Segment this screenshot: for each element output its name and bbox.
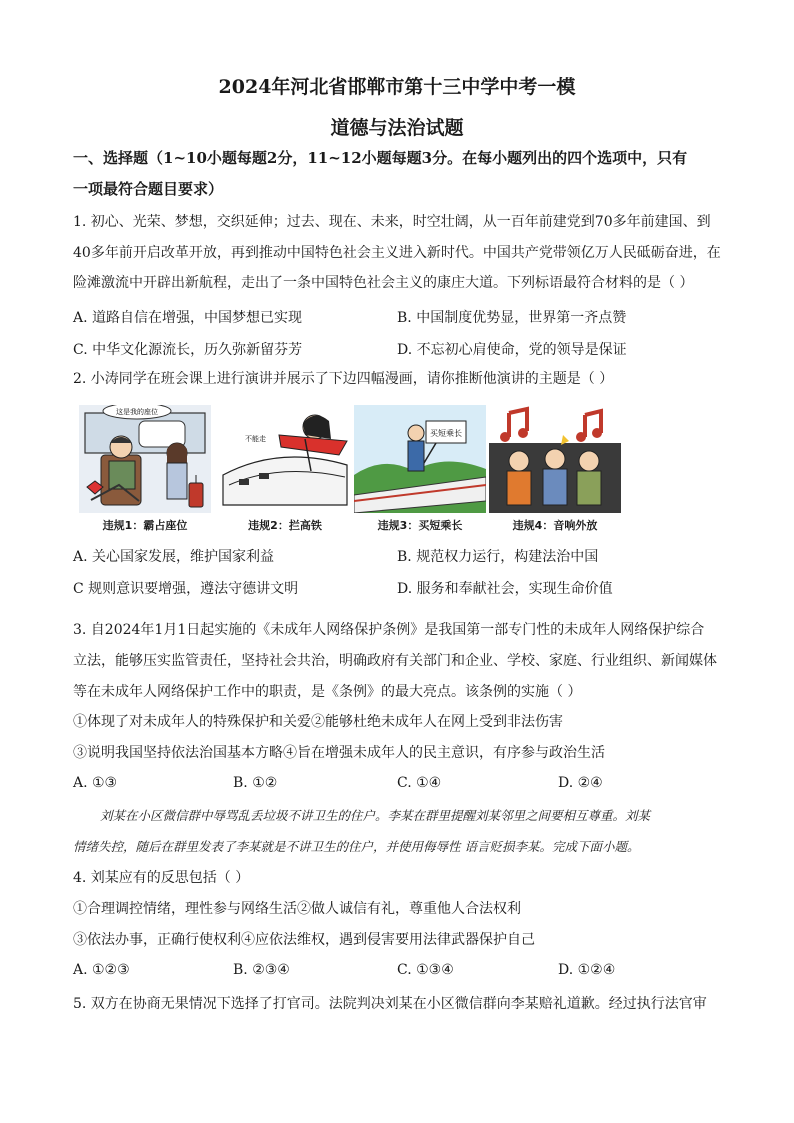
comic-strip xyxy=(79,405,619,530)
q1-option-c[interactable]: C. 中华文化源流长，历久弥新留芬芳 xyxy=(73,342,303,358)
comic3-caption: 违规3：买短乘长 xyxy=(377,519,463,532)
q5-line1: 5. 双方在协商无果情况下选择了打官司。法院判决刘某在小区微信群向李某赔礼道歉。经过执行法官审 xyxy=(73,996,707,1012)
q3-line4: ①体现了对未成年人的特殊保护和关爱②能够杜绝未成年人在网上受到非法伤害 xyxy=(73,714,563,730)
comic1-caption: 违规1：霸占座位 xyxy=(102,519,188,532)
q4-option-b[interactable]: B. ②③④ xyxy=(233,962,290,978)
q1-option-d[interactable]: D. 不忘初心肩使命，党的领导是保证 xyxy=(397,342,627,358)
comic3-sign: 买短乘长 xyxy=(430,429,462,438)
svg-text:不能走: 不能走 xyxy=(245,435,266,443)
q2-stem: 2. 小涛同学在班会课上进行演讲并展示了下边四幅漫画，请你推断他演讲的主题是（ ） xyxy=(73,371,614,387)
comic1-speech-bubble: 这是我的座位 xyxy=(116,408,158,416)
q3-line1: 3. 自2024年1月1日起实施的《未成年人网络保护条例》是我国第一部专门性的未成年人网络保护综合 xyxy=(73,622,705,638)
q4-line2: ③依法办事，正确行使权利④应依法维权，遇到侵害要用法律武器保护自己 xyxy=(73,932,535,948)
comic2-caption: 违规2：拦高铁 xyxy=(248,519,322,532)
q4-option-a[interactable]: A. ①②③ xyxy=(73,962,130,978)
passage-line1: 刘某在小区微信群中辱骂乱丢垃圾不讲卫生的住户。李某在群里提醒刘某邻里之间要相互尊重。刘某 xyxy=(100,808,651,823)
q4-stem: 4. 刘某应有的反思包括（ ） xyxy=(73,870,250,886)
q2-option-d[interactable]: D. 服务和奉献社会，实现生命价值 xyxy=(397,581,613,597)
comic-block-train xyxy=(219,405,351,513)
q4-option-c[interactable]: C. ①③④ xyxy=(397,962,454,978)
comic4-caption: 违规4：音响外放 xyxy=(512,519,598,532)
q4-option-d[interactable]: D. ①②④ xyxy=(558,962,616,978)
q1-line1: 1. 初心、光荣、梦想，交织延伸；过去、现在、未来，时空壮阔，从一百年前建党到70多年前建国、到 xyxy=(73,214,711,230)
q3-line2: 立法，能够压实监管责任，坚持社会共治，明确政府有关部门和企业、学校、家庭、行业组织、新闻媒体 xyxy=(73,653,717,669)
q3-option-b[interactable]: B. ①② xyxy=(233,775,278,791)
section-heading-line2: 一项最符合题目要求） xyxy=(73,180,224,198)
comic-short-ticket xyxy=(354,405,486,513)
q3-line3: 等在未成年人网络保护工作中的职责，是《条例》的最大亮点。该条例的实施（ ） xyxy=(73,684,582,700)
q1-line3: 险滩激流中开辟出新航程，走出了一条中国特色社会主义的康庄大道。下列标语最符合材料的是（ ） xyxy=(73,275,694,291)
comic-occupy-seat xyxy=(79,405,211,513)
q2-option-c[interactable]: C 规则意识要增强，遵法守德讲文明 xyxy=(73,581,299,597)
comic-loud-music xyxy=(489,405,621,513)
q1-line2: 40多年前开启改革开放，再到推动中国特色社会主义进入新时代。中国共产党带领亿万人民砥砺奋进，在 xyxy=(73,245,721,261)
q2-option-a[interactable]: A. 关心国家发展，维护国家利益 xyxy=(73,549,275,565)
q3-option-a[interactable]: A. ①③ xyxy=(73,775,118,791)
q3-option-d[interactable]: D. ②④ xyxy=(558,775,603,791)
q3-option-c[interactable]: C. ①④ xyxy=(397,775,442,791)
q3-line5: ③说明我国坚持依法治国基本方略④旨在增强未成年人的民主意识，有序参与政治生活 xyxy=(73,745,605,761)
q4-line1: ①合理调控情绪，理性参与网络生活②做人诚信有礼，尊重他人合法权利 xyxy=(73,901,521,917)
exam-subtitle: 道德与法治试题 xyxy=(330,117,464,139)
section-heading-line1: 一、选择题（1~10小题每题2分，11~12小题每题3分。在每小题列出的四个选项中，只有 xyxy=(73,149,688,167)
passage-line2: 情绪失控，随后在群里发表了李某就是不讲卫生的住户，并使用侮辱性 语言贬损李某。完成下面小题。 xyxy=(73,839,640,854)
q1-option-b[interactable]: B. 中国制度优势显，世界第一齐点赞 xyxy=(397,310,627,326)
q2-option-b[interactable]: B. 规范权力运行，构建法治中国 xyxy=(397,549,599,565)
q1-option-a[interactable]: A. 道路自信在增强，中国梦想已实现 xyxy=(73,310,303,326)
exam-title: 2024年河北省邯郸市第十三中学中考一模 xyxy=(218,76,576,98)
